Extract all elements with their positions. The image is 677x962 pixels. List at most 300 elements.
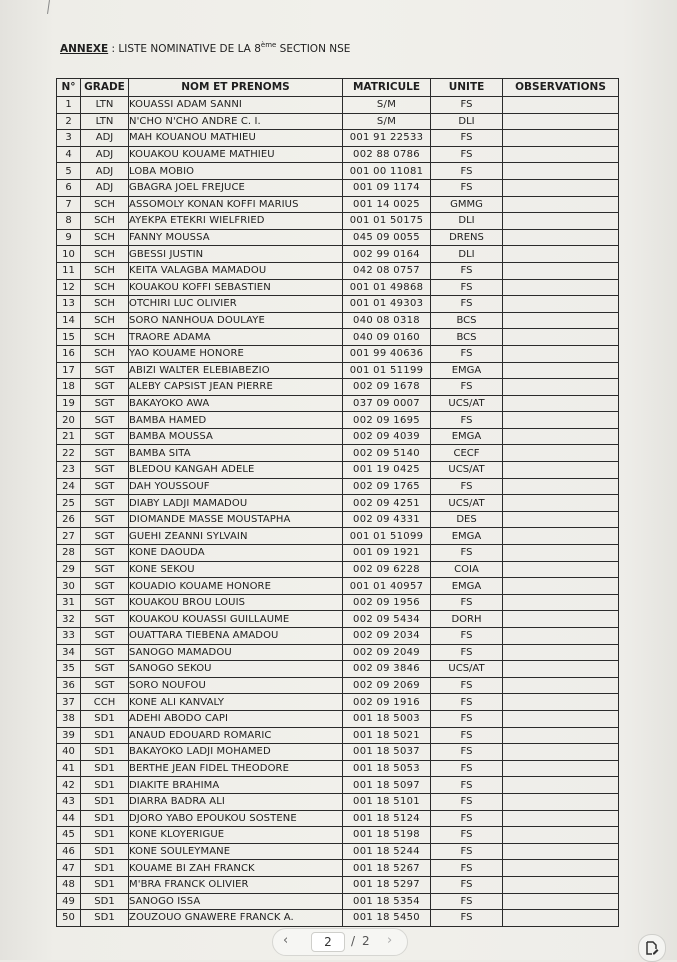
row-grade: SGT [81, 478, 129, 495]
heading-separator: : [108, 43, 119, 55]
row-grade: SGT [81, 395, 129, 412]
row-name: SANOGO ISSA [129, 893, 343, 910]
row-observations [503, 661, 619, 678]
row-grade: SD1 [81, 744, 129, 761]
row-observations [503, 677, 619, 694]
row-name: BERTHE JEAN FIDEL THEODORE [129, 760, 343, 777]
row-name: YAO KOUAME HONORE [129, 345, 343, 362]
header-nom: NOM ET PRENOMS [129, 79, 343, 97]
row-name: KOUAKOU BROU LOUIS [129, 594, 343, 611]
row-number: 19 [57, 395, 81, 412]
row-matricule: 042 08 0757 [343, 262, 431, 279]
table-row [57, 661, 619, 678]
row-matricule: 002 09 2034 [343, 628, 431, 645]
table-row [57, 511, 619, 528]
row-unite: FS [431, 545, 503, 562]
row-unite: GMMG [431, 196, 503, 213]
row-unite: FS [431, 97, 503, 114]
row-number: 2 [57, 113, 81, 130]
row-name: KOUASSI ADAM SANNI [129, 97, 343, 114]
row-matricule: 001 01 40957 [343, 578, 431, 595]
row-unite: FS [431, 130, 503, 147]
row-number: 43 [57, 793, 81, 810]
table-row [57, 594, 619, 611]
row-unite: FS [431, 893, 503, 910]
heading-annexe-label: ANNEXE [60, 43, 109, 55]
row-grade: SCH [81, 345, 129, 362]
row-observations [503, 561, 619, 578]
row-number: 8 [57, 213, 81, 230]
heading-superscript: ème [260, 41, 277, 49]
row-unite: FS [431, 146, 503, 163]
row-observations [503, 329, 619, 346]
row-number: 6 [57, 179, 81, 196]
row-matricule: S/M [343, 97, 431, 114]
row-name: DJORO YABO EPOUKOU SOSTENE [129, 810, 343, 827]
row-matricule: 002 09 4331 [343, 511, 431, 528]
row-matricule: 001 18 5198 [343, 827, 431, 844]
row-matricule: 002 99 0164 [343, 246, 431, 263]
current-page-field[interactable]: 2 [311, 932, 345, 952]
table-row [57, 262, 619, 279]
row-observations [503, 130, 619, 147]
row-observations [503, 395, 619, 412]
row-matricule: 001 01 51199 [343, 362, 431, 379]
row-number: 37 [57, 694, 81, 711]
row-matricule: 002 09 1916 [343, 694, 431, 711]
row-matricule: 002 09 5140 [343, 445, 431, 462]
row-number: 46 [57, 843, 81, 860]
row-grade: SD1 [81, 876, 129, 893]
row-name: ALEBY CAPSIST JEAN PIERRE [129, 379, 343, 396]
row-unite: DLI [431, 213, 503, 230]
row-number: 39 [57, 727, 81, 744]
row-matricule: 001 14 0025 [343, 196, 431, 213]
row-grade: SD1 [81, 843, 129, 860]
row-matricule: 001 18 5053 [343, 760, 431, 777]
pen-scratch-mark [47, 0, 50, 14]
row-number: 32 [57, 611, 81, 628]
row-unite: FS [431, 296, 503, 313]
row-observations [503, 462, 619, 479]
row-name: ADEHI ABODO CAPI [129, 710, 343, 727]
row-observations [503, 578, 619, 595]
row-number: 35 [57, 661, 81, 678]
table-row [57, 827, 619, 844]
row-observations [503, 312, 619, 329]
row-name: KONE DAOUDA [129, 545, 343, 562]
row-observations [503, 511, 619, 528]
row-observations [503, 611, 619, 628]
row-unite: EMGA [431, 362, 503, 379]
row-name: DIARRA BADRA ALI [129, 793, 343, 810]
row-name: KONE SEKOU [129, 561, 343, 578]
table-row [57, 229, 619, 246]
row-number: 47 [57, 860, 81, 877]
row-number: 1 [57, 97, 81, 114]
row-unite: FS [431, 760, 503, 777]
row-matricule: 001 19 0425 [343, 462, 431, 479]
row-name: KOUADIO KOUAME HONORE [129, 578, 343, 595]
row-number: 29 [57, 561, 81, 578]
row-name: MAH KOUANOU MATHIEU [129, 130, 343, 147]
table-row [57, 793, 619, 810]
row-name: ANAUD EDOUARD ROMARIC [129, 727, 343, 744]
row-matricule: 002 09 1765 [343, 478, 431, 495]
header-observations: OBSERVATIONS [503, 79, 619, 97]
table-row [57, 644, 619, 661]
row-number: 48 [57, 876, 81, 893]
row-matricule: 001 18 5244 [343, 843, 431, 860]
row-unite: FS [431, 876, 503, 893]
row-name: M'BRA FRANCK OLIVIER [129, 876, 343, 893]
row-observations [503, 213, 619, 230]
row-grade: SD1 [81, 760, 129, 777]
row-number: 38 [57, 710, 81, 727]
row-number: 3 [57, 130, 81, 147]
row-observations [503, 777, 619, 794]
row-observations [503, 362, 619, 379]
row-grade: SCH [81, 196, 129, 213]
row-number: 49 [57, 893, 81, 910]
row-unite: DLI [431, 113, 503, 130]
row-unite: FS [431, 677, 503, 694]
row-number: 41 [57, 760, 81, 777]
table-row [57, 279, 619, 296]
row-matricule: 001 18 5021 [343, 727, 431, 744]
row-observations [503, 910, 619, 927]
row-observations [503, 495, 619, 512]
row-number: 45 [57, 827, 81, 844]
row-number: 17 [57, 362, 81, 379]
row-grade: SD1 [81, 910, 129, 927]
table-row [57, 578, 619, 595]
row-number: 4 [57, 146, 81, 163]
row-unite: DORH [431, 611, 503, 628]
row-grade: SGT [81, 661, 129, 678]
row-matricule: 001 18 5037 [343, 744, 431, 761]
row-name: KONE SOULEYMANE [129, 843, 343, 860]
row-unite: FS [431, 478, 503, 495]
row-observations [503, 229, 619, 246]
table-row [57, 478, 619, 495]
row-observations [503, 428, 619, 445]
row-observations [503, 876, 619, 893]
row-observations [503, 163, 619, 180]
row-number: 15 [57, 329, 81, 346]
row-name: KOUAKOU KOUAME MATHIEU [129, 146, 343, 163]
heading-text: LISTE NOMINATIVE DE LA 8 [118, 43, 261, 55]
row-observations [503, 146, 619, 163]
row-observations [503, 379, 619, 396]
row-grade: SGT [81, 495, 129, 512]
row-number: 14 [57, 312, 81, 329]
row-name: DIAKITE BRAHIMA [129, 777, 343, 794]
row-unite: DES [431, 511, 503, 528]
table-row [57, 130, 619, 147]
row-grade: SGT [81, 578, 129, 595]
row-name: SORO NOUFOU [129, 677, 343, 694]
row-unite: UCS/AT [431, 661, 503, 678]
row-number: 18 [57, 379, 81, 396]
row-observations [503, 445, 619, 462]
row-number: 44 [57, 810, 81, 827]
row-observations [503, 97, 619, 114]
row-matricule: 002 09 1956 [343, 594, 431, 611]
row-observations [503, 727, 619, 744]
row-matricule: 001 91 22533 [343, 130, 431, 147]
row-observations [503, 744, 619, 761]
row-matricule: 002 09 2069 [343, 677, 431, 694]
table-row [57, 727, 619, 744]
row-grade: ADJ [81, 163, 129, 180]
table-row [57, 362, 619, 379]
row-unite: UCS/AT [431, 495, 503, 512]
row-matricule: 002 09 1695 [343, 412, 431, 429]
row-number: 50 [57, 910, 81, 927]
row-observations [503, 793, 619, 810]
row-name: DIOMANDE MASSE MOUSTAPHA [129, 511, 343, 528]
row-grade: SGT [81, 611, 129, 628]
row-number: 31 [57, 594, 81, 611]
row-grade: CCH [81, 694, 129, 711]
row-unite: FS [431, 262, 503, 279]
row-matricule: 002 09 1678 [343, 379, 431, 396]
row-grade: SGT [81, 428, 129, 445]
row-grade: SGT [81, 644, 129, 661]
row-observations [503, 262, 619, 279]
row-grade: SGT [81, 594, 129, 611]
total-pages: 2 [362, 934, 370, 948]
row-unite: FS [431, 279, 503, 296]
table-row [57, 760, 619, 777]
row-name: TRAORE ADAMA [129, 329, 343, 346]
row-unite: FS [431, 644, 503, 661]
row-matricule: 001 18 5450 [343, 910, 431, 927]
row-matricule: 002 09 4251 [343, 495, 431, 512]
row-name: ABIZI WALTER ELEBIABEZIO [129, 362, 343, 379]
row-grade: SD1 [81, 777, 129, 794]
row-name: DIABY LADJI MAMADOU [129, 495, 343, 512]
row-matricule: 001 18 5267 [343, 860, 431, 877]
table-header-row [57, 79, 619, 97]
table-row [57, 860, 619, 877]
row-name: KONE KLOYERIGUE [129, 827, 343, 844]
row-observations [503, 694, 619, 711]
row-name: DAH YOUSSOUF [129, 478, 343, 495]
row-name: GBESSI JUSTIN [129, 246, 343, 263]
row-grade: SD1 [81, 860, 129, 877]
row-number: 27 [57, 528, 81, 545]
row-observations [503, 279, 619, 296]
row-unite: FS [431, 777, 503, 794]
row-observations [503, 843, 619, 860]
table-row [57, 744, 619, 761]
row-unite: FS [431, 727, 503, 744]
row-unite: FS [431, 163, 503, 180]
row-name: KOUAME BI ZAH FRANCK [129, 860, 343, 877]
row-number: 10 [57, 246, 81, 263]
edit-document-button[interactable] [638, 934, 666, 962]
row-name: N'CHO N'CHO ANDRE C. I. [129, 113, 343, 130]
table-row [57, 611, 619, 628]
table-row [57, 694, 619, 711]
row-name: KOUAKOU KOFFI SEBASTIEN [129, 279, 343, 296]
row-unite: FS [431, 810, 503, 827]
row-name: BAMBA HAMED [129, 412, 343, 429]
row-unite: FS [431, 379, 503, 396]
row-unite: FS [431, 793, 503, 810]
row-name: KEITA VALAGBA MAMADOU [129, 262, 343, 279]
row-grade: SGT [81, 362, 129, 379]
row-number: 33 [57, 628, 81, 645]
row-matricule: 002 88 0786 [343, 146, 431, 163]
row-name: ZOUZOUO GNAWERE FRANCK A. [129, 910, 343, 927]
row-grade: SCH [81, 229, 129, 246]
row-observations [503, 296, 619, 313]
table-row [57, 893, 619, 910]
row-grade: SGT [81, 511, 129, 528]
row-unite: FS [431, 827, 503, 844]
row-matricule: 001 18 5354 [343, 893, 431, 910]
row-matricule: 002 09 6228 [343, 561, 431, 578]
row-grade: SGT [81, 445, 129, 462]
row-observations [503, 810, 619, 827]
row-grade: SGT [81, 528, 129, 545]
row-matricule: 001 99 40636 [343, 345, 431, 362]
row-observations [503, 528, 619, 545]
row-name: KOUAKOU KOUASSI GUILLAUME [129, 611, 343, 628]
row-grade: SGT [81, 462, 129, 479]
table-row [57, 179, 619, 196]
row-unite: FS [431, 628, 503, 645]
header-unite: UNITE [431, 79, 503, 97]
table-row [57, 379, 619, 396]
row-observations [503, 760, 619, 777]
row-matricule: 001 18 5101 [343, 793, 431, 810]
row-unite: FS [431, 744, 503, 761]
row-number: 12 [57, 279, 81, 296]
header-grade: GRADE [81, 79, 129, 97]
row-unite: EMGA [431, 428, 503, 445]
row-name: GUEHI ZEANNI SYLVAIN [129, 528, 343, 545]
row-grade: SGT [81, 412, 129, 429]
row-grade: SD1 [81, 893, 129, 910]
row-matricule: 001 09 1921 [343, 545, 431, 562]
row-name: OTCHIRI LUC OLIVIER [129, 296, 343, 313]
row-number: 9 [57, 229, 81, 246]
row-observations [503, 644, 619, 661]
row-name: GBAGRA JOEL FREJUCE [129, 179, 343, 196]
row-number: 36 [57, 677, 81, 694]
table-row [57, 345, 619, 362]
row-matricule: 001 01 50175 [343, 213, 431, 230]
row-grade: SD1 [81, 710, 129, 727]
row-number: 30 [57, 578, 81, 595]
row-unite: DLI [431, 246, 503, 263]
row-number: 28 [57, 545, 81, 562]
table-row [57, 312, 619, 329]
document-heading [60, 41, 350, 55]
row-grade: SCH [81, 246, 129, 263]
row-grade: SGT [81, 545, 129, 562]
chevron-right-icon[interactable]: › [387, 933, 393, 948]
table-row [57, 561, 619, 578]
row-matricule: 001 18 5297 [343, 876, 431, 893]
table-row [57, 528, 619, 545]
row-matricule: 001 18 5097 [343, 777, 431, 794]
row-grade: SD1 [81, 810, 129, 827]
row-number: 22 [57, 445, 81, 462]
row-matricule: 001 00 11081 [343, 163, 431, 180]
heading-tail: SECTION NSE [276, 43, 351, 55]
row-grade: ADJ [81, 179, 129, 196]
row-matricule: S/M [343, 113, 431, 130]
row-grade: SGT [81, 379, 129, 396]
table-row [57, 843, 619, 860]
header-matricule: MATRICULE [343, 79, 431, 97]
row-matricule: 002 09 2049 [343, 644, 431, 661]
row-number: 40 [57, 744, 81, 761]
chevron-left-icon[interactable]: ‹ [283, 933, 289, 948]
nominative-list-table [56, 78, 619, 927]
table-row [57, 777, 619, 794]
row-matricule: 040 09 0160 [343, 329, 431, 346]
row-name: KONE ALI KANVALY [129, 694, 343, 711]
row-grade: SD1 [81, 793, 129, 810]
row-number: 25 [57, 495, 81, 512]
row-grade: SCH [81, 312, 129, 329]
row-observations [503, 594, 619, 611]
row-matricule: 040 08 0318 [343, 312, 431, 329]
row-unite: FS [431, 345, 503, 362]
row-number: 5 [57, 163, 81, 180]
row-matricule: 001 18 5003 [343, 710, 431, 727]
row-name: FANNY MOUSSA [129, 229, 343, 246]
row-observations [503, 478, 619, 495]
row-name: SANOGO MAMADOU [129, 644, 343, 661]
table-row [57, 196, 619, 213]
table-row [57, 246, 619, 263]
row-name: BAKAYOKO LADJI MOHAMED [129, 744, 343, 761]
table-row [57, 395, 619, 412]
row-grade: ADJ [81, 146, 129, 163]
table-row [57, 677, 619, 694]
row-name: LOBA MOBIO [129, 163, 343, 180]
row-grade: SD1 [81, 827, 129, 844]
row-name: ASSOMOLY KONAN KOFFI MARIUS [129, 196, 343, 213]
row-unite: FS [431, 694, 503, 711]
row-matricule: 001 01 51099 [343, 528, 431, 545]
row-number: 11 [57, 262, 81, 279]
row-observations [503, 179, 619, 196]
row-observations [503, 545, 619, 562]
row-unite: EMGA [431, 528, 503, 545]
row-name: BLEDOU KANGAH ADELE [129, 462, 343, 479]
row-unite: FS [431, 179, 503, 196]
row-matricule: 037 09 0007 [343, 395, 431, 412]
row-matricule: 001 18 5124 [343, 810, 431, 827]
row-grade: SD1 [81, 727, 129, 744]
edit-document-icon [645, 941, 659, 955]
table-row [57, 710, 619, 727]
row-matricule: 002 09 4039 [343, 428, 431, 445]
row-name: SORO NANHOUA DOULAYE [129, 312, 343, 329]
row-observations [503, 246, 619, 263]
table-row [57, 445, 619, 462]
row-name: OUATTARA TIEBENA AMADOU [129, 628, 343, 645]
row-unite: EMGA [431, 578, 503, 595]
